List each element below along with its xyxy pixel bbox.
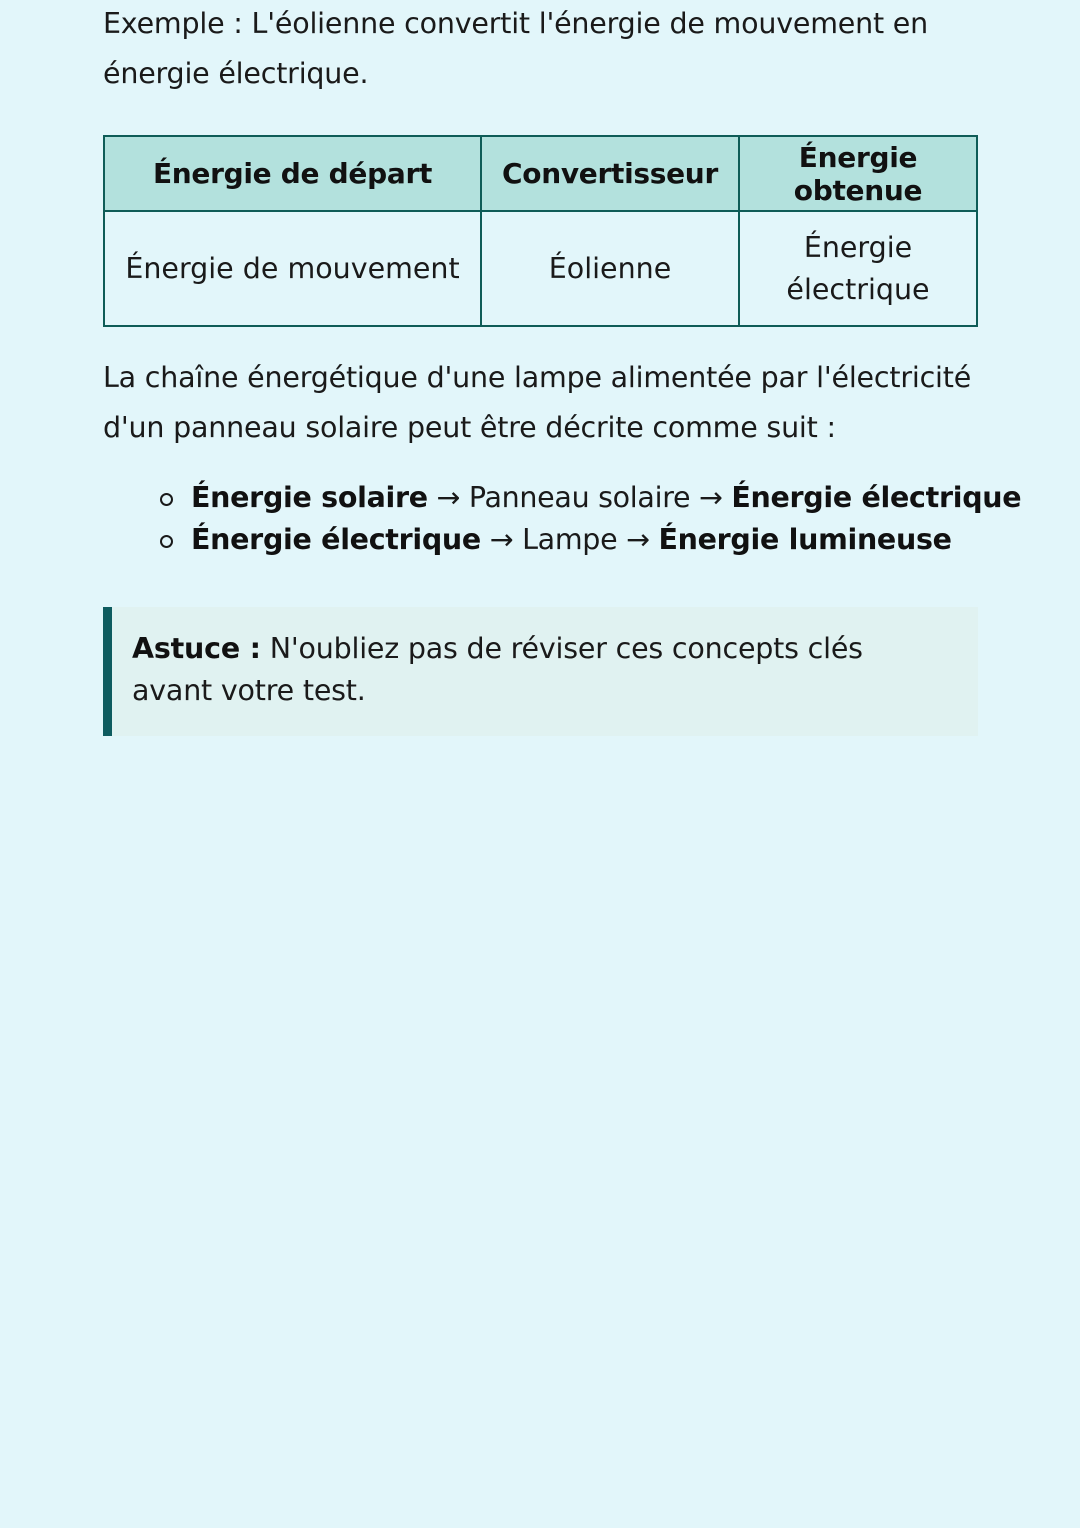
tip-text: N'oubliez pas de réviser ces concepts clés avant votre test. — [132, 632, 863, 707]
energy-chain-list — [103, 477, 1022, 561]
header-obtained-energy: Énergie obtenue — [739, 136, 977, 211]
arrow-icon: → — [436, 481, 461, 514]
table-row — [104, 211, 977, 326]
chain-converter: Lampe — [522, 523, 618, 556]
tip-label: Astuce : — [132, 632, 261, 665]
chain-source: Énergie électrique — [191, 523, 481, 556]
cell-converter: Éolienne — [481, 211, 739, 326]
header-converter: Convertisseur — [481, 136, 739, 211]
content — [103, 0, 1022, 736]
energy-table — [103, 135, 978, 327]
chain-description: La chaîne énergétique d'une lampe alimentée par l'électricité d'un panneau solaire peut être décrite comme suit : — [103, 361, 972, 444]
chain-result: Énergie électrique — [731, 481, 1022, 514]
cell-start-energy: Énergie de mouvement — [104, 211, 481, 326]
table-header-row — [104, 136, 977, 211]
arrow-icon: → — [489, 523, 514, 556]
arrow-icon: → — [699, 481, 723, 514]
chain-source: Énergie solaire — [191, 481, 428, 514]
cell-obtained-energy: Énergie électrique — [739, 211, 977, 326]
chain-result: Énergie lumineuse — [658, 523, 952, 556]
circle-bullet-icon — [160, 493, 173, 506]
arrow-icon: → — [626, 523, 650, 556]
list-item — [160, 519, 978, 561]
tip-callout — [103, 607, 978, 736]
header-start-energy: Énergie de départ — [104, 136, 481, 211]
list-item — [160, 477, 1022, 519]
circle-bullet-icon — [160, 535, 173, 548]
chain-converter: Panneau solaire — [468, 481, 691, 514]
example-paragraph: Exemple : L'éolienne convertit l'énergie de mouvement en énergie électrique. — [103, 7, 928, 90]
